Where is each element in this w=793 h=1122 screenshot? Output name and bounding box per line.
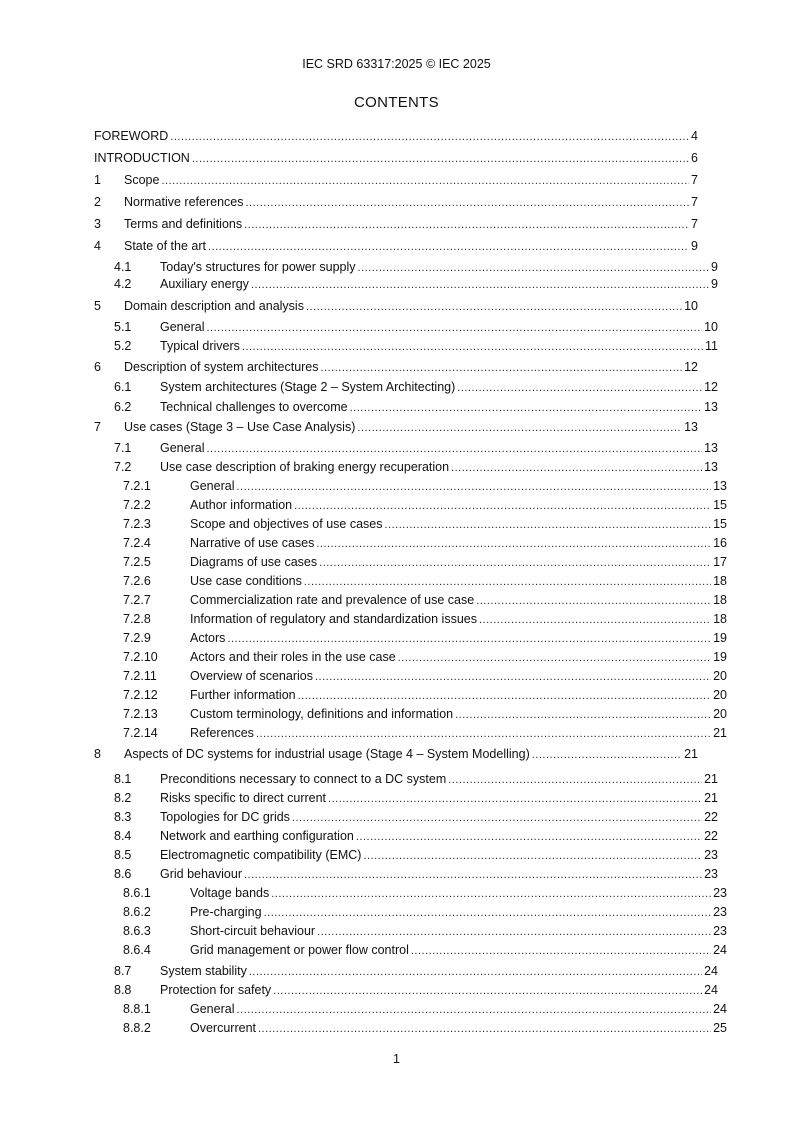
toc-dot-leader [208,239,689,255]
toc-dot-leader [448,772,702,788]
toc-entry-number: 6 [94,360,101,374]
toc-entry-label: Preconditions necessary to connect to a DC system [160,772,447,786]
toc-entry-page: 15 [713,517,727,531]
toc-entry-page: 18 [713,593,727,607]
toc-entry[interactable] [94,478,727,494]
toc-entry-number: 7.2.10 [123,650,158,664]
toc-dot-leader [264,905,712,921]
toc-entry-label: Narrative of use cases [190,536,315,550]
toc-entry-label: Auxiliary energy [160,277,249,291]
toc-entry[interactable] [94,216,698,232]
toc-entry-label: General [190,1002,235,1016]
toc-entry-label: Use cases (Stage 3 – Use Case Analysis) [124,420,356,434]
toc-entry-number: 8.5 [114,848,132,862]
toc-entry-page: 23 [704,848,718,862]
toc-dot-leader [476,593,711,609]
toc-entry-page: 4 [691,129,698,143]
toc-entry-label: Information of regulatory and standardization issues [190,612,477,626]
toc-entry-page: 10 [704,320,718,334]
toc-dot-leader [170,129,689,145]
toc-entry[interactable] [94,238,698,254]
page-number: 1 [393,1052,400,1066]
toc-entry-label: Aspects of DC systems for industrial usage (Stage 4 – System Modelling) [124,747,530,761]
toc-entry-page: 22 [704,829,718,843]
toc-entry-page: 6 [691,151,698,165]
toc-dot-leader [358,260,710,276]
toc-entry-page: 19 [713,631,727,645]
toc-dot-leader [246,195,690,211]
toc-entry-number: 7 [94,420,101,434]
toc-entry-label: Pre-charging [190,905,262,919]
toc-entry-page: 13 [704,460,718,474]
toc-entry-page: 24 [713,1002,727,1016]
toc-entry-label: Description of system architectures [124,360,319,374]
toc-entry-number: 2 [94,195,101,209]
toc-dot-leader [328,791,702,807]
toc-entry-label: Network and earthing configuration [160,829,354,843]
toc-entry-label: Risks specific to direct current [160,791,327,805]
toc-entry[interactable] [94,554,727,570]
toc-entry-number: 5 [94,299,101,313]
toc-entry-label: Commercialization rate and prevalence of use case [190,593,475,607]
toc-entry-number: 7.2.14 [123,726,158,740]
toc-entry-label: Scope [124,173,160,187]
toc-dot-leader [256,726,711,742]
toc-entry[interactable] [94,319,718,335]
toc-entry-label: Short-circuit behaviour [190,924,316,938]
toc-entry-number: 6.1 [114,380,132,394]
toc-entry-label: Diagrams of use cases [190,555,318,569]
toc-dot-leader [455,707,711,723]
toc-dot-leader [242,339,703,355]
toc-entry-number: 8.2 [114,791,132,805]
toc-dot-leader [227,631,711,647]
toc-entry-number: 8.1 [114,772,132,786]
toc-entry[interactable] [94,440,718,456]
toc-entry[interactable] [94,963,718,979]
toc-dot-leader [321,360,683,376]
toc-entry-label: Scope and objectives of use cases [190,517,383,531]
toc-entry-number: 7.2.1 [123,479,151,493]
toc-entry[interactable] [94,419,698,435]
toc-entry-label: Overview of scenarios [190,669,313,683]
toc-dot-leader [236,1002,711,1018]
toc-dot-leader [316,536,711,552]
toc-entry-number: 8.6.2 [123,905,151,919]
toc-entry[interactable] [94,379,718,395]
toc-dot-leader [236,479,711,495]
toc-entry-number: 8.8 [114,983,132,997]
toc-entry-page: 15 [713,498,727,512]
toc-entry[interactable] [94,359,698,375]
toc-entry-page: 7 [691,173,698,187]
toc-dot-leader [317,924,711,940]
toc-entry-label: Grid management or power flow control [190,943,409,957]
toc-entry-label: INTRODUCTION [94,151,190,165]
toc-entry-page: 20 [713,688,727,702]
toc-entry-page: 23 [713,924,727,938]
toc-entry-page: 12 [684,360,698,374]
toc-entry[interactable] [94,725,727,741]
toc-entry-number: 8.8.1 [123,1002,151,1016]
toc-entry-page: 18 [713,574,727,588]
toc-entry-page: 12 [704,380,718,394]
toc-entry-number: 7.2.7 [123,593,151,607]
toc-entry-label: Technical challenges to overcome [160,400,348,414]
toc-entry[interactable] [94,128,698,144]
toc-entry-number: 4 [94,239,101,253]
toc-entry-number: 8.8.2 [123,1021,151,1035]
toc-entry-page: 24 [704,964,718,978]
toc-dot-leader [271,886,711,902]
toc-entry-page: 24 [704,983,718,997]
toc-dot-leader [298,688,711,704]
toc-entry-number: 8.6.1 [123,886,151,900]
toc-entry-number: 6.2 [114,400,132,414]
toc-entry[interactable] [94,687,727,703]
toc-entry-number: 8.7 [114,964,132,978]
toc-entry[interactable] [94,866,718,882]
toc-entry-page: 21 [713,726,727,740]
toc-entry[interactable] [94,194,698,210]
toc-dot-leader [244,867,702,883]
toc-entry-page: 21 [684,747,698,761]
toc-entry-number: 7.2.3 [123,517,151,531]
toc-entry[interactable] [94,885,727,901]
toc-entry[interactable] [94,399,718,415]
toc-entry[interactable] [94,847,718,863]
toc-entry-label: Electromagnetic compatibility (EMC) [160,848,362,862]
toc-entry[interactable] [94,150,698,166]
toc-entry-page: 25 [713,1021,727,1035]
toc-entry-label: General [160,441,205,455]
toc-entry-label: Overcurrent [190,1021,256,1035]
toc-entry-page: 19 [713,650,727,664]
toc-entry-number: 8.4 [114,829,132,843]
toc-entry-label: Custom terminology, definitions and information [190,707,454,721]
toc-entry-label: Normative references [124,195,244,209]
toc-entry-page: 13 [713,479,727,493]
toc-entry-number: 7.2.9 [123,631,151,645]
toc-entry[interactable] [94,904,727,920]
toc-entry-page: 9 [711,260,718,274]
toc-dot-leader [356,829,702,845]
toc-entry-number: 1 [94,173,101,187]
toc-entry-page: 24 [713,943,727,957]
toc-entry-label: Domain description and analysis [124,299,304,313]
toc-entry-label: Actors [190,631,226,645]
toc-entry-label: References [190,726,254,740]
toc-dot-leader [304,574,711,590]
toc-entry-page: 13 [704,441,718,455]
toc-entry-page: 17 [713,555,727,569]
toc-dot-leader [398,650,711,666]
toc-entry-label: Voltage bands [190,886,270,900]
toc-entry-label: General [160,320,205,334]
toc-entry[interactable] [94,809,718,825]
toc-entry-number: 8.3 [114,810,132,824]
toc-entry[interactable] [94,942,727,958]
toc-entry-page: 13 [704,400,718,414]
toc-entry-label: Protection for safety [160,983,272,997]
toc-entry-number: 3 [94,217,101,231]
toc-entry[interactable] [94,1001,727,1017]
toc-dot-leader [273,983,702,999]
toc-dot-leader [244,217,689,233]
toc-entry-page: 13 [684,420,698,434]
toc-entry-page: 7 [691,195,698,209]
toc-dot-leader [315,669,711,685]
toc-dot-leader [350,400,702,416]
toc-entry[interactable] [94,276,718,292]
toc-entry[interactable] [94,828,718,844]
toc-entry-page: 18 [713,612,727,626]
toc-entry-label: Further information [190,688,296,702]
toc-entry[interactable] [94,611,727,627]
toc-entry-label: State of the art [124,239,206,253]
toc-entry-number: 7.2.8 [123,612,151,626]
toc-dot-leader [206,441,702,457]
page-title: CONTENTS [354,94,439,111]
toc-dot-leader [306,299,682,315]
toc-dot-leader [192,151,689,167]
toc-entry[interactable] [94,771,718,787]
toc-entry-label: Terms and definitions [124,217,243,231]
toc-entry[interactable] [94,746,698,762]
toc-entry-number: 7.2.12 [123,688,158,702]
toc-entry-page: 7 [691,217,698,231]
toc-entry-number: 8 [94,747,101,761]
toc-entry-number: 7.2.11 [123,669,157,683]
toc-entry-label: Author information [190,498,293,512]
toc-dot-leader [363,848,702,864]
toc-entry-label: Today's structures for power supply [160,260,356,274]
toc-entry[interactable] [94,1020,727,1036]
toc-entry[interactable] [94,298,698,314]
toc-dot-leader [292,810,702,826]
toc-entry-label: Actors and their roles in the use case [190,650,396,664]
toc-entry-page: 23 [713,905,727,919]
toc-dot-leader [161,173,689,189]
toc-entry[interactable] [94,790,718,806]
toc-dot-leader [532,747,682,763]
toc-entry-page: 23 [704,867,718,881]
toc-entry-number: 7.2.4 [123,536,151,550]
toc-entry-number: 7.1 [114,441,132,455]
toc-entry[interactable] [94,706,727,722]
toc-entry-number: 5.1 [114,320,132,334]
toc-entry-label: Use case conditions [190,574,302,588]
toc-entry-page: 21 [704,791,718,805]
toc-entry[interactable] [94,592,727,608]
toc-entry-label: General [190,479,235,493]
toc-dot-leader [457,380,702,396]
toc-dot-leader [206,320,702,336]
toc-entry-number: 8.6.3 [123,924,151,938]
toc-entry-label: System architectures (Stage 2 – System Architecting) [160,380,456,394]
toc-dot-leader [384,517,711,533]
toc-dot-leader [249,964,702,980]
toc-entry[interactable] [94,259,718,275]
toc-entry-number: 4.2 [114,277,132,291]
toc-entry-number: 7.2.2 [123,498,151,512]
toc-entry[interactable] [94,338,718,354]
toc-entry-label: Grid behaviour [160,867,242,881]
toc-entry-number: 5.2 [114,339,132,353]
toc-entry-page: 9 [711,277,718,291]
toc-entry-label: Typical drivers [160,339,240,353]
toc-dot-leader [294,498,711,514]
toc-entry[interactable] [94,516,727,532]
toc-entry-number: 7.2.13 [123,707,158,721]
toc-entry-page: 9 [691,239,698,253]
toc-entry-number: 7.2 [114,460,132,474]
toc-entry-page: 10 [684,299,698,313]
toc-entry-label: FOREWORD [94,129,169,143]
toc-entry[interactable] [94,573,727,589]
toc-dot-leader [258,1021,711,1037]
toc-dot-leader [411,943,711,959]
toc-entry[interactable] [94,668,727,684]
toc-entry-label: System stability [160,964,247,978]
toc-entry[interactable] [94,497,727,513]
toc-entry-number: 8.6 [114,867,132,881]
toc-entry-page: 16 [713,536,727,550]
toc-entry[interactable] [94,172,698,188]
toc-entry-number: 4.1 [114,260,132,274]
toc-entry-page: 20 [713,707,727,721]
toc-dot-leader [357,420,682,436]
toc-entry[interactable] [94,630,727,646]
toc-dot-leader [319,555,711,571]
toc-entry-number: 7.2.5 [123,555,151,569]
toc-dot-leader [451,460,702,476]
toc-entry-page: 20 [713,669,727,683]
toc-entry-page: 21 [704,772,718,786]
toc-entry-label: Use case description of braking energy recuperation [160,460,450,474]
toc-dot-leader [251,277,709,293]
toc-entry-page: 23 [713,886,727,900]
toc-entry[interactable] [94,459,718,475]
toc-entry-page: 22 [704,810,718,824]
toc-entry[interactable] [94,923,727,939]
toc-entry-number: 7.2.6 [123,574,151,588]
document-header: IEC SRD 63317:2025 © IEC 2025 [302,57,491,71]
toc-entry-number: 8.6.4 [123,943,151,957]
toc-entry-page: 11 [705,339,718,353]
toc-entry[interactable] [94,535,727,551]
toc-entry[interactable] [94,649,727,665]
toc-entry-label: Topologies for DC grids [160,810,290,824]
toc-entry[interactable] [94,982,718,998]
toc-dot-leader [479,612,711,628]
